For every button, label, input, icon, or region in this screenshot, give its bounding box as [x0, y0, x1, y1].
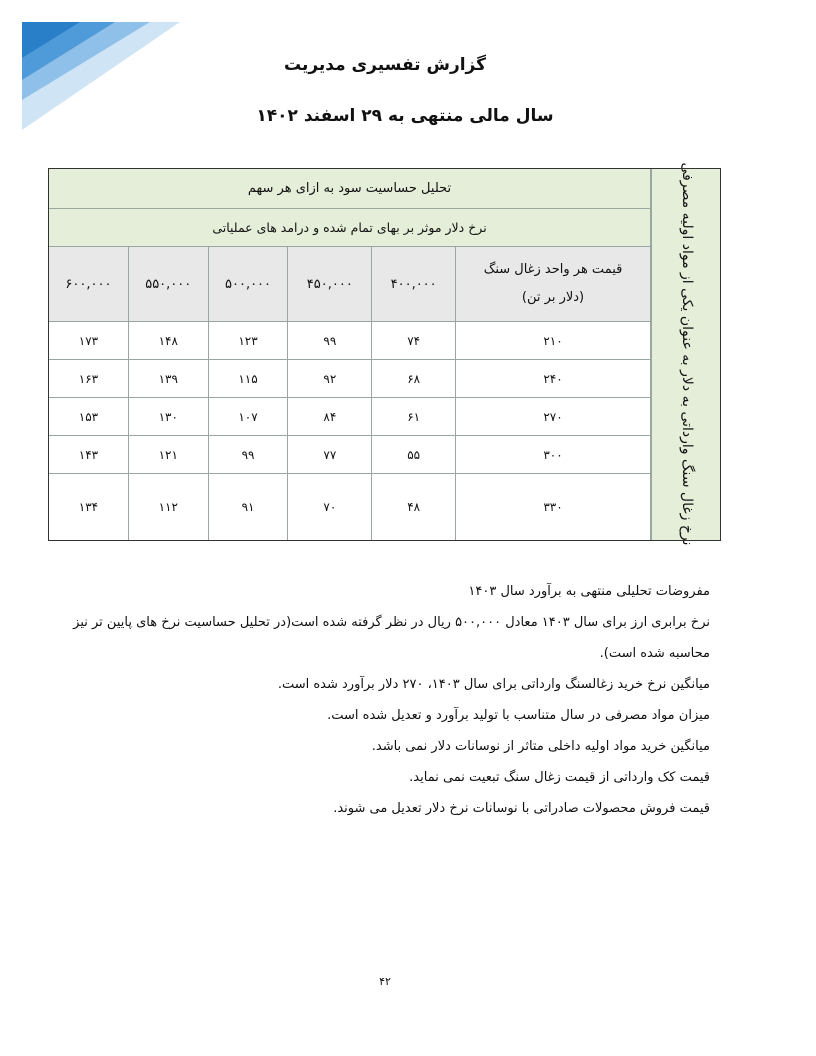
note-item: میانگین خرید مواد اولیه داخلی متاثر از نوسانات دلار نمی باشد. [371, 739, 710, 754]
note-item: میزان مواد مصرفی در سال متناسب با تولید برآورد و تعدیل شده است. [327, 708, 710, 723]
value-cell: ۶۱ [372, 398, 456, 436]
value-cell: ۱۴۸ [128, 322, 208, 360]
value-cell: ۱۷۳ [49, 322, 129, 360]
note-item: قیمت فروش محصولات صادراتی با نوسانات نرخ دلار تعدیل می شوند. [333, 801, 710, 816]
value-cell: ۱۱۵ [208, 360, 288, 398]
price-header [456, 247, 651, 322]
price-cell: ۳۳۰ [456, 474, 651, 541]
value-cell: ۱۲۳ [208, 322, 288, 360]
price-header-line2: (دلار بر تن) [521, 290, 585, 306]
value-cell: ۹۲ [288, 360, 372, 398]
value-cell: ۹۱ [208, 474, 288, 541]
value-cell: ۹۹ [208, 436, 288, 474]
note-item: قیمت کک وارداتی از قیمت زغال سنگ تبعیت نمی نماید. [409, 770, 710, 785]
value-cell: ۱۶۳ [49, 360, 129, 398]
note-item: میانگین نرخ خرید زغالسنگ وارداتی برای سال ۱۴۰۳، ۲۷۰ دلار برآورد شده است. [277, 677, 710, 692]
assumptions-notes [50, 576, 710, 824]
table-row [49, 360, 651, 398]
notes-heading: مفروضات تحلیلی منتهی به برآورد سال ۱۴۰۳ [468, 584, 710, 599]
table-grid [48, 168, 651, 541]
column-header: ۵۰۰,۰۰۰ [208, 247, 288, 322]
page-number: ۴۲ [379, 975, 391, 988]
value-cell: ۸۴ [288, 398, 372, 436]
value-cell: ۱۲۱ [128, 436, 208, 474]
report-subtitle: سال مالی منتهی به ۲۹ اسفند ۱۴۰۲ [256, 106, 554, 126]
table-title: تحلیل حساسیت سود به ازای هر سهم [49, 169, 651, 209]
price-cell: ۲۱۰ [456, 322, 651, 360]
report-title: گزارش تفسیری مدیریت [283, 55, 487, 75]
value-cell: ۱۱۲ [128, 474, 208, 541]
column-header-row [49, 247, 651, 322]
side-label-cell [651, 162, 721, 546]
value-cell: ۱۳۰ [128, 398, 208, 436]
column-header: ۴۰۰,۰۰۰ [372, 247, 456, 322]
column-header: ۶۰۰,۰۰۰ [49, 247, 129, 322]
sensitivity-table [48, 162, 721, 546]
table-row [49, 436, 651, 474]
column-header: ۴۵۰,۰۰۰ [288, 247, 372, 322]
value-cell: ۶۸ [372, 360, 456, 398]
value-cell: ۷۴ [372, 322, 456, 360]
value-cell: ۹۹ [288, 322, 372, 360]
side-label: نرخ زغال سنگ وارداتی به دلار به عنوان یکی از مواد اولیه مصرفی [679, 162, 695, 546]
note-item: نرخ برابری ارز برای سال ۱۴۰۳ معادل ۵۰۰,۰۰۰ ریال در نظر گرفته شده است(در تحلیل حساسیت نرخ های پایین تر نیز محاسبه شده است). [73, 615, 710, 661]
value-cell: ۱۵۳ [49, 398, 129, 436]
value-cell: ۱۴۳ [49, 436, 129, 474]
value-cell: ۵۵ [372, 436, 456, 474]
value-cell: ۴۸ [372, 474, 456, 541]
table-row [49, 474, 651, 541]
table-row [49, 398, 651, 436]
price-cell: ۲۴۰ [456, 360, 651, 398]
value-cell: ۱۰۷ [208, 398, 288, 436]
column-header: ۵۵۰,۰۰۰ [128, 247, 208, 322]
table-subtitle: نرخ دلار موثر بر بهای تمام شده و درامد های عملیاتی [49, 209, 651, 247]
price-header-line1: قیمت هر واحد زغال سنگ [483, 262, 623, 278]
value-cell: ۱۳۴ [49, 474, 129, 541]
price-cell: ۳۰۰ [456, 436, 651, 474]
table-row [49, 322, 651, 360]
price-cell: ۲۷۰ [456, 398, 651, 436]
value-cell: ۱۳۹ [128, 360, 208, 398]
value-cell: ۷۷ [288, 436, 372, 474]
value-cell: ۷۰ [288, 474, 372, 541]
